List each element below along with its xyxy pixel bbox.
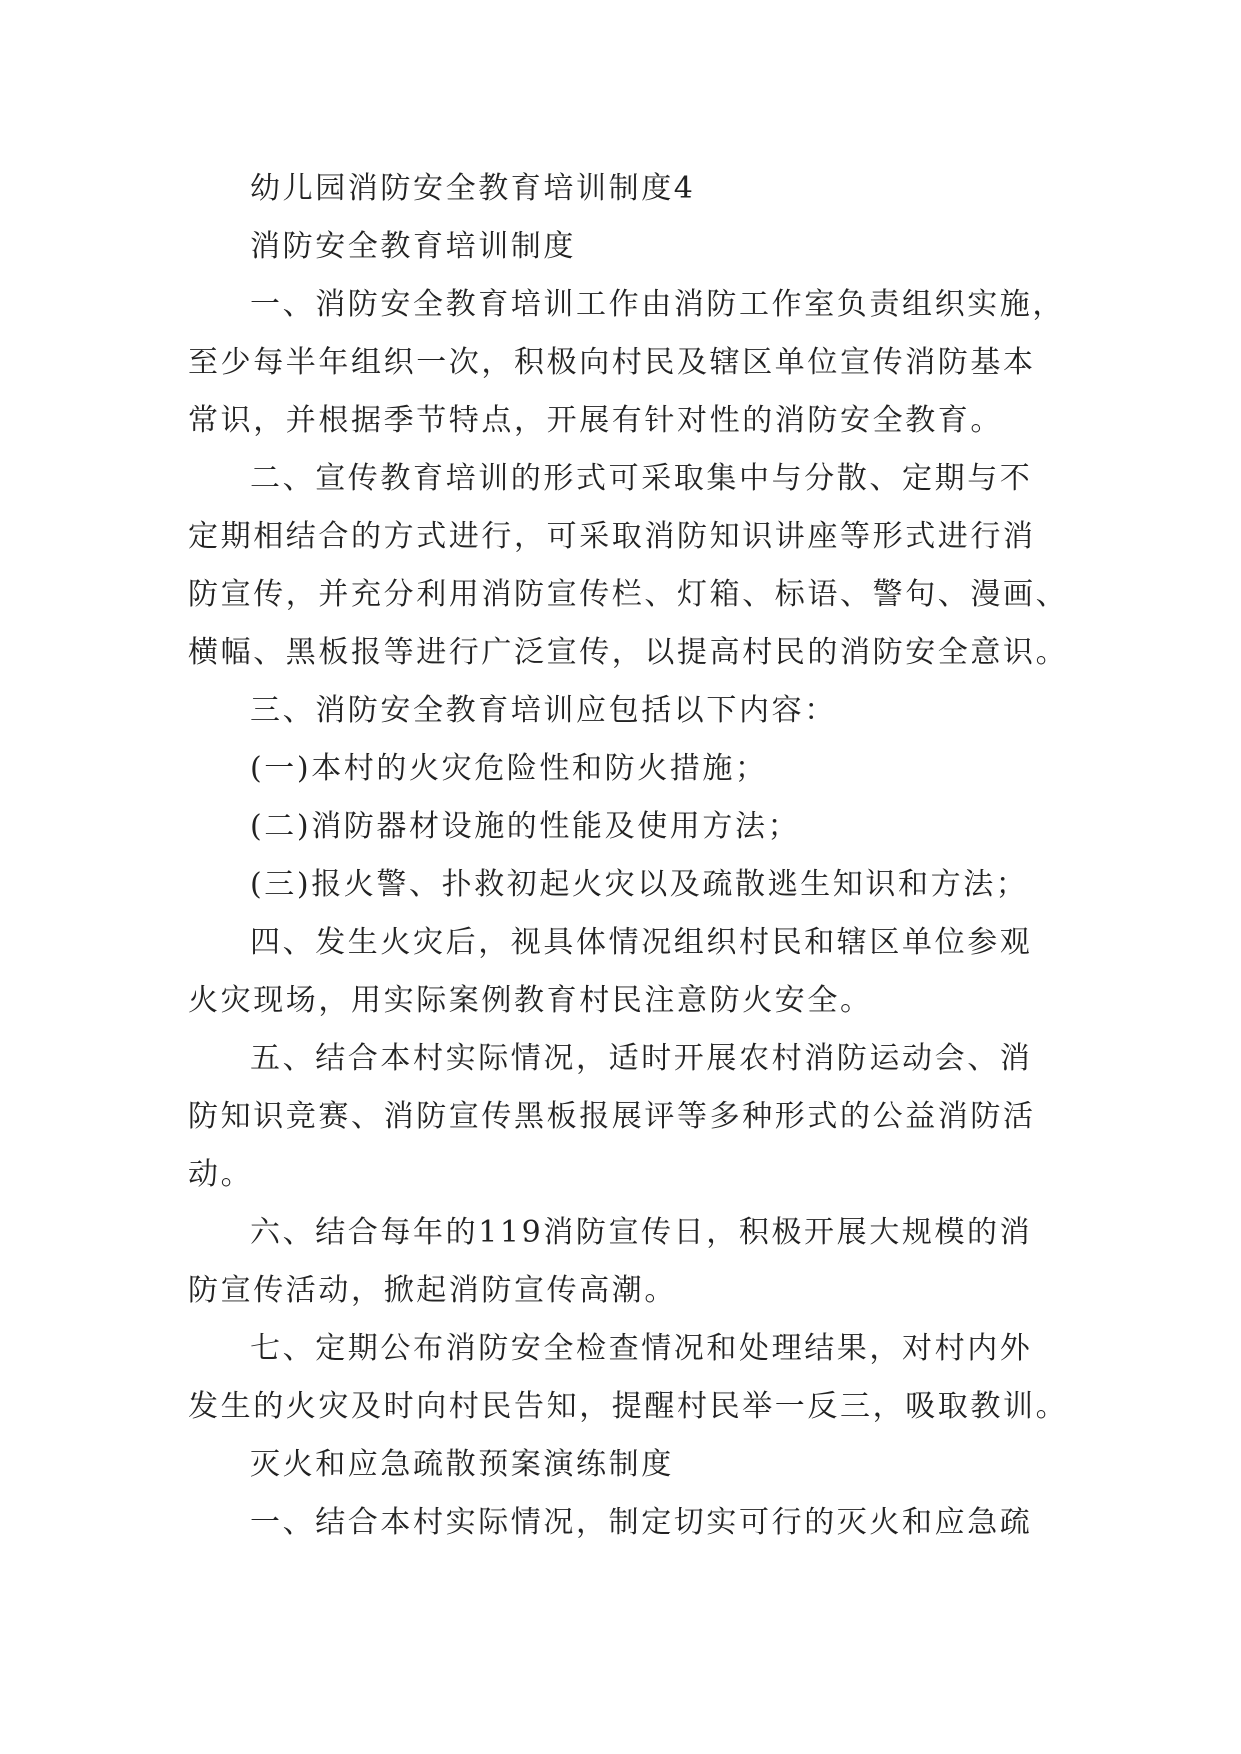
list-item: (二)消防器材设施的性能及使用方法； — [250, 809, 801, 844]
section-heading-drill: 灭火和应急疏散预案演练制度 — [250, 1447, 674, 1482]
paragraph-line: 二、宣传教育培训的形式可采取集中与分散、定期与不 — [250, 461, 1033, 496]
list-item: (一)本村的火灾危险性和防火措施； — [250, 751, 768, 786]
paragraph-line: 五、结合本村实际情况，适时开展农村消防运动会、消 — [250, 1041, 1033, 1076]
document-body — [188, 160, 1069, 1552]
section-heading-education-training: 消防安全教育培训制度 — [250, 229, 576, 264]
document-title: 幼儿园消防安全教育培训制度4 — [250, 171, 696, 206]
list-item: (三)报火警、扑救初起火灾以及疏散逃生知识和方法； — [250, 867, 1029, 902]
paragraph-line: 七、定期公布消防安全检查情况和处理结果，对村内外 — [250, 1331, 1033, 1366]
paragraph-line: 防知识竞赛、消防宣传黑板报展评等多种形式的公益消防活 — [188, 1099, 1036, 1134]
paragraph-line: 三、消防安全教育培训应包括以下内容： — [250, 693, 837, 728]
paragraph-line: 六、结合每年的119消防宣传日，积极开展大规模的消 — [250, 1215, 1033, 1250]
paragraph-line: 横幅、黑板报等进行广泛宣传，以提高村民的消防安全意识。 — [188, 635, 1069, 670]
paragraph-line: 一、结合本村实际情况，制定切实可行的灭火和应急疏 — [250, 1505, 1033, 1540]
paragraph-line: 防宣传活动，掀起消防宣传高潮。 — [188, 1273, 677, 1308]
paragraph-line: 防宣传，并充分利用消防宣传栏、灯箱、标语、警句、漫画、 — [188, 577, 1069, 612]
paragraph-line: 一、消防安全教育培训工作由消防工作室负责组织实施， — [250, 287, 1065, 322]
paragraph-line: 发生的火灾及时向村民告知，提醒村民举一反三，吸取教训。 — [188, 1389, 1069, 1424]
paragraph-line: 定期相结合的方式进行，可采取消防知识讲座等形式进行消 — [188, 519, 1036, 554]
paragraph-line: 火灾现场，用实际案例教育村民注意防火安全。 — [188, 983, 873, 1018]
paragraph-line: 四、发生火灾后，视具体情况组织村民和辖区单位参观 — [250, 925, 1033, 960]
paragraph-line: 常识，并根据季节特点，开展有针对性的消防安全教育。 — [188, 403, 1003, 438]
paragraph-line: 动。 — [188, 1157, 254, 1192]
paragraph-line: 至少每半年组织一次，积极向村民及辖区单位宣传消防基本 — [188, 345, 1036, 380]
